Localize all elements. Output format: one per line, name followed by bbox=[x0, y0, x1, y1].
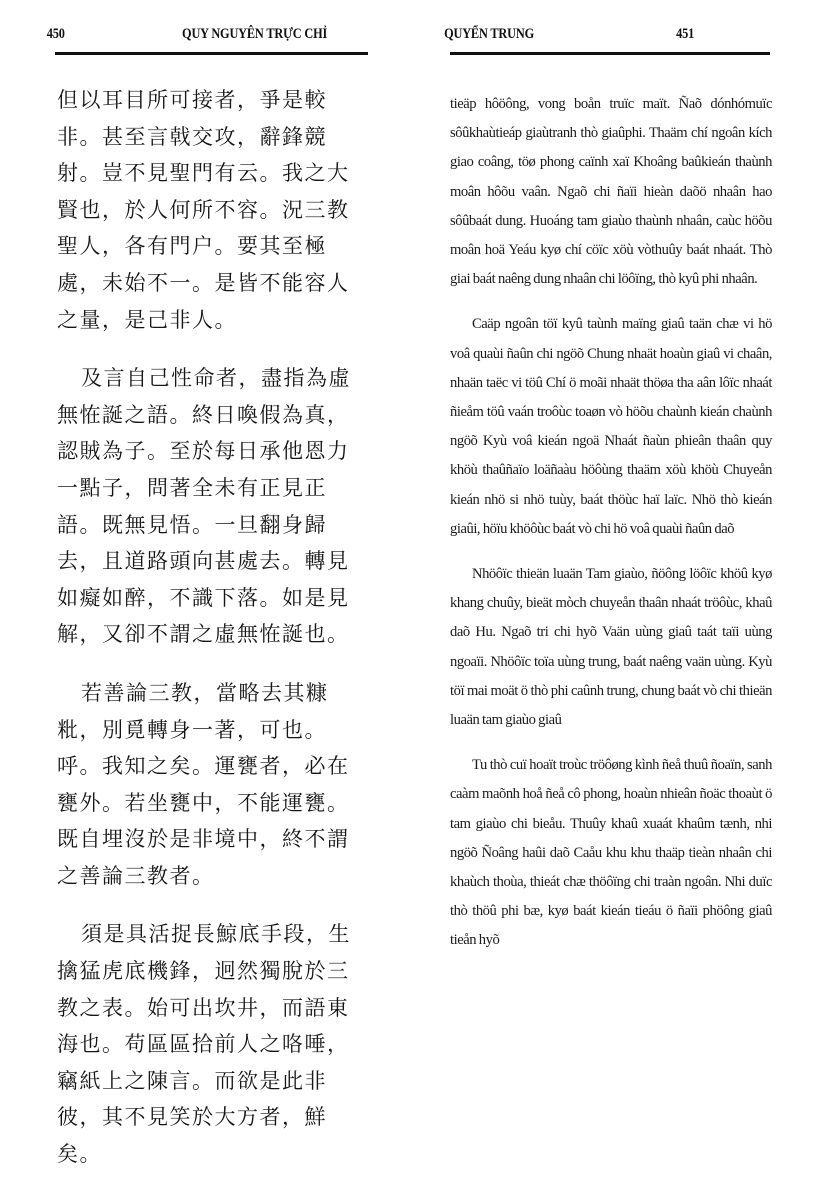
chinese-paragraph-2: 及言自己性命者，盡指為虛無恠誕之語。終日喚假為真，認賊為子。至於每日承他恩力一點子，問著全未有正見正語。既無見悟。一旦翻身歸去，且道路頭向甚處去。轉見如癡如醉，不識下落。如是見解，又卻不謂之虛無恠誕也。 bbox=[57, 366, 351, 647]
vietnamese-paragraph-2-text: Caäp ngoân töï kyû taùnh maïng giaû taän chæ vi hö voâ quaùi ñaûn chi ngöõ Chung nhaät hoaùn giaû vi chaân, nhaän taëc vi töû Chí ö moãi nhaät thöøa tha aân lôïc nhaát ñieåm töû vaán troôùc toaøn vò höõu chaùnh kieán chaùnh ngöõ Kyù voâ kieán ngoä Nhaát ñaùn phieân thaân quy khöù thaûñaïo loäñaàu höôùng thaäm xöù khöù Chuyeån kieán nhö si nhö tuùy, baát thöùc haï laïc. Nhö thò kieán giaûi, höïu khöôùc baát vò chi hö voâ quaùi ñaûn daõ bbox=[450, 316, 772, 537]
chinese-paragraph-4: 須是具活捉長鯨底手段，生擒猛虎底機鋒，迥然獨脫於三教之表。始可出坎井，而語東海也。苟區區拾前人之咯唾，竊紙上之陳言。而欲是此非彼，其不見笑於大方者，鮮矣。 bbox=[57, 922, 351, 1167]
left-page bbox=[0, 0, 408, 1167]
vietnamese-paragraph-3-text: Nhöôïc thieän luaän Tam giaùo, ñöông löôïc khöû kyø khang chuûy, bieät mòch chuyeån thaân nhaát tröôùc, khaû daõ Hu. Ngaõ tri chi hyõ Vaän uùng giaû taát taïi uùng ngoaïi. Nhöôïc toïa uùng trung, baát naêng vaän uùng. Kyù töï mai moät ö thò phi caûnh trung, chung baát vò chi thieän luaän tam giaùo giaû bbox=[450, 566, 772, 729]
right-running-title: QUYỂN TRUNG bbox=[444, 26, 534, 42]
left-header-rule bbox=[55, 52, 368, 55]
vietnamese-paragraph-1 bbox=[450, 90, 772, 294]
vietnamese-paragraph-4-text: Tu thò cuï hoaït troùc tröôøng kình ñeå thuû ñoaïn, sanh caàm maõnh hoå ñeå cô phong, hoaùn nhieân ñoäc thoaùt ö tam giaùo chi bieåu. Thuûy khaû xuaát khaûm tænh, nhi ngöõ Ñoâng haûi daõ Caåu khu khu thaäp tieàn nhaân chi khaùch thoùa, thieát chæ thöôïng chi traàn ngoân. Nhi duïc thò thöû phi bæ, kyø baát kieán tieáu ö ñaïi phöông giaû tieån hyõ bbox=[450, 757, 772, 949]
left-page-number: 450 bbox=[46, 26, 65, 42]
vietnamese-paragraph-4 bbox=[450, 751, 772, 955]
chinese-text-column bbox=[57, 82, 369, 1195]
vietnamese-text-column bbox=[450, 90, 772, 972]
vietnamese-paragraph-1-text: tieäp hôöông, vong boån truïc maït. Ñaõ dónhómuïc sôûkhaùtieáp giaùtranh thò giaûphi. Thaäm chí ngoân kích giao coâng, töø phong caïnh xaï Khoâng baûkieán thaùnh moân hôõu vaân. Ngaõ chi ñaïi hieàn daõö nhaân hao sôûbaát dung. Huoáng tam giaùo thaùnh nhaân, caùc höõu moân hoä Yeáu kyø chí cöïc xöù vòthuûy baát nhaát. Thò giai baát naêng dung nhaân chi löôïng, thò kyû phi nhaân. bbox=[450, 96, 772, 288]
chinese-paragraph-3: 若善論三教，當略去其糠粃，別覓轉身一著，可也。呼。我知之矣。運甕者，必在甕外。若坐甕中，不能運甕。既自埋沒於是非境中，終不謂之善論三教者。 bbox=[57, 680, 350, 888]
vietnamese-paragraph-2 bbox=[450, 310, 772, 544]
chinese-paragraph-1: 但以耳目所可接者，爭是較非。甚至言戟交攻，辭鋒競射。豈不見聖門有云。我之大賢也，於人何所不容。況三教聖人，各有門户。要其至極處，未始不一。是皆不能容人之量，是己非人。 bbox=[57, 88, 350, 332]
right-page bbox=[408, 0, 816, 1123]
vietnamese-paragraph-3 bbox=[450, 560, 772, 735]
left-running-title: QUY NGUYÊN TRỰC CHỈ bbox=[182, 26, 328, 42]
right-header-rule bbox=[450, 52, 770, 55]
right-page-number: 451 bbox=[676, 26, 695, 42]
